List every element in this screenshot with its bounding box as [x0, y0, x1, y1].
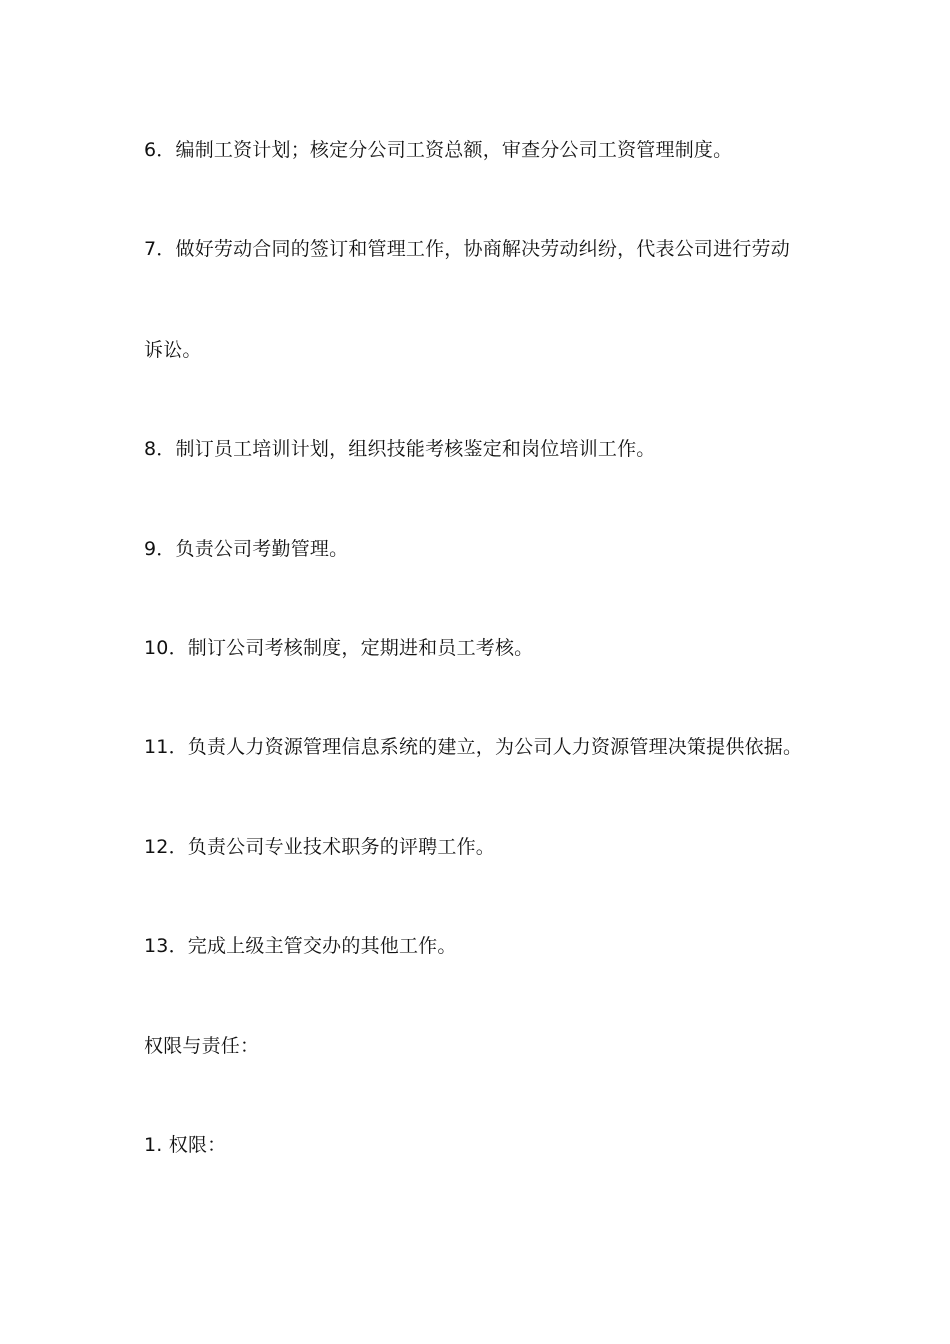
list-item-9: 9．负责公司考勤管理。 [144, 538, 349, 560]
subsection-heading-authority: 1. 权限： [144, 1134, 227, 1156]
list-item-11: 11．负责人力资源管理信息系统的建立，为公司人力资源管理决策提供依据。 [144, 736, 803, 758]
list-item-7: 7．做好劳动合同的签订和管理工作，协商解决劳动纠纷，代表公司进行劳动 [144, 238, 790, 260]
list-item-12: 12．负责公司专业技术职务的评聘工作。 [144, 836, 495, 858]
list-item-8: 8．制订员工培训计划，组织技能考核鉴定和岗位培训工作。 [144, 438, 656, 460]
list-item-7-continuation: 诉讼。 [144, 339, 202, 361]
list-item-10: 10．制订公司考核制度，定期进和员工考核。 [144, 637, 534, 659]
list-item-6: 6．编制工资计划；核定分公司工资总额，审查分公司工资管理制度。 [144, 139, 733, 161]
list-item-13: 13．完成上级主管交办的其他工作。 [144, 935, 457, 957]
section-heading-authority-responsibility: 权限与责任： [144, 1035, 260, 1057]
